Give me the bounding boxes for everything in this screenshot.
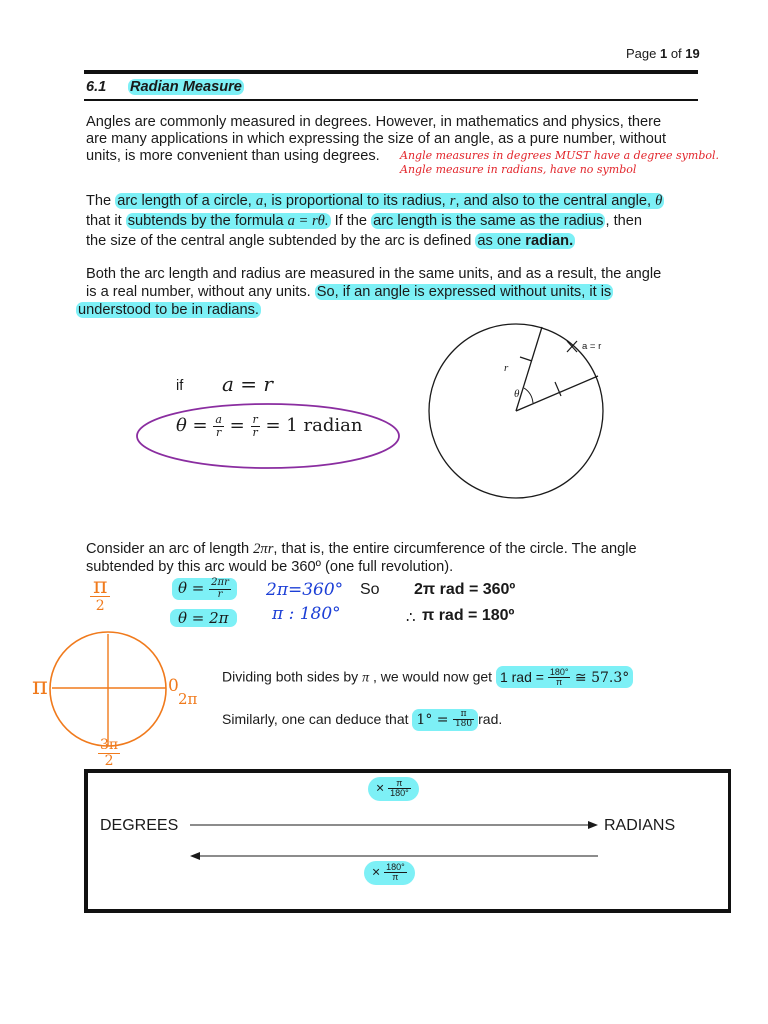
three-pi-denominator: 2 <box>104 753 114 768</box>
degrees-label: DEGREES <box>100 817 179 834</box>
paragraph-3-line-2: is a real number, without any units. So, if an angle is expressed without units, it is <box>86 284 612 300</box>
multiply-180-over-pi: × $\frac{180^\circ}{\pi}$ <box>364 861 415 885</box>
paragraph-2-line-2: that it subtends by the formula a = rθ. If the arc length is the same as the radius , then <box>86 213 642 229</box>
three-pi-numerator: 3π <box>100 738 119 753</box>
paragraph-3-line-3: understood to be in radians. <box>78 302 259 318</box>
header-rule-bottom <box>84 99 698 101</box>
radians-label: RADIANS <box>604 817 676 834</box>
theta-2pir-over-r: θ = $\frac{2\pi r}{r}$ <box>172 578 237 600</box>
handwritten-pi-over-2 <box>90 574 110 615</box>
handwritten-note-red <box>400 149 719 177</box>
circle-radian-diagram <box>420 300 620 522</box>
arrow-degrees-to-radians <box>188 818 600 832</box>
pi-over-2-numerator: π <box>90 578 110 597</box>
handwritten-2pi-360: 2π=360° <box>266 580 344 600</box>
handwritten-note-line-1: Angle measures in degrees MUST have a degree symbol. <box>400 149 719 162</box>
handwritten-2pi: 2π <box>178 690 198 708</box>
theta-equals-2pi: θ = 2π <box>170 609 237 627</box>
similarly-statement: Similarly, one can deduce that 1° = $\frac{\pi}{180}$ rad. <box>222 709 503 730</box>
paragraph-4 <box>86 540 637 576</box>
handwritten-pi-left: π <box>32 672 48 700</box>
therefore-symbol: ∴ <box>406 609 416 626</box>
angle-label: θ <box>514 388 520 400</box>
arc-label: a = r <box>582 341 602 352</box>
dividing-statement: Dividing both sides by π , we would now get 1 rad = $\frac{180^\circ}{\pi}$ ≅ 57.3° <box>222 668 633 688</box>
header-rule-top <box>84 70 698 74</box>
handwritten-zero: 0 <box>168 676 179 696</box>
so-label: So <box>360 581 380 598</box>
handwritten-pi-180: π : 180° <box>272 604 341 624</box>
pi-over-2-denominator: 2 <box>95 598 105 614</box>
section-title: Radian Measure <box>130 79 242 95</box>
paragraph-2-line-3: the size of the central angle subtended by the arc is defined as one radian. <box>86 233 574 249</box>
pi-rad-180: π rad = 180º <box>422 607 515 624</box>
hand-drawn-unit-circle <box>36 630 180 748</box>
paragraph-2-line-1: The arc length of a circle, a, is proportional to its radius, r, and also to the central angle, θ <box>86 193 663 209</box>
paragraph-2 <box>86 191 664 251</box>
handwritten-3pi-over-2 <box>98 738 120 768</box>
conversion-box <box>84 769 731 913</box>
multiply-pi-over-180: × $\frac{\pi}{180^\circ}$ <box>368 777 419 801</box>
if-label: if <box>176 378 184 394</box>
paragraph-3-line-1: Both the arc length and radius are measured in the same units, and as a result, the angle <box>86 266 662 282</box>
page-number: Page 1 of 19 <box>626 46 700 61</box>
two-pi-rad-360: 2π rad = 360º <box>414 581 516 598</box>
radius-label: r <box>504 362 509 374</box>
paragraph-1-line-3: units, is more convenient than using degrees. <box>86 148 380 164</box>
paragraph-4-line-1: Consider an arc of length 2πr, that is, the entire circumference of the circle. The angle <box>86 541 637 557</box>
radian-definition-formula: θ = $\frac{a}{r}$ = $\frac{r}{r}$ = 1 radian <box>176 413 363 439</box>
paragraph-1-line-1: Angles are commonly measured in degrees. However, in mathematics and physics, there <box>86 114 662 130</box>
paragraph-1-line-2: are many applications in which expressing the size of an angle, as a pure number, without <box>86 131 667 147</box>
paragraph-4-line-2: subtended by this arc would be 360º (one full revolution). <box>86 559 454 575</box>
handwritten-note-line-2: Angle measure in radians, have no symbol <box>400 163 637 176</box>
equation-a-equals-r: a = r <box>222 372 273 396</box>
section-number: 6.1 <box>86 79 107 95</box>
